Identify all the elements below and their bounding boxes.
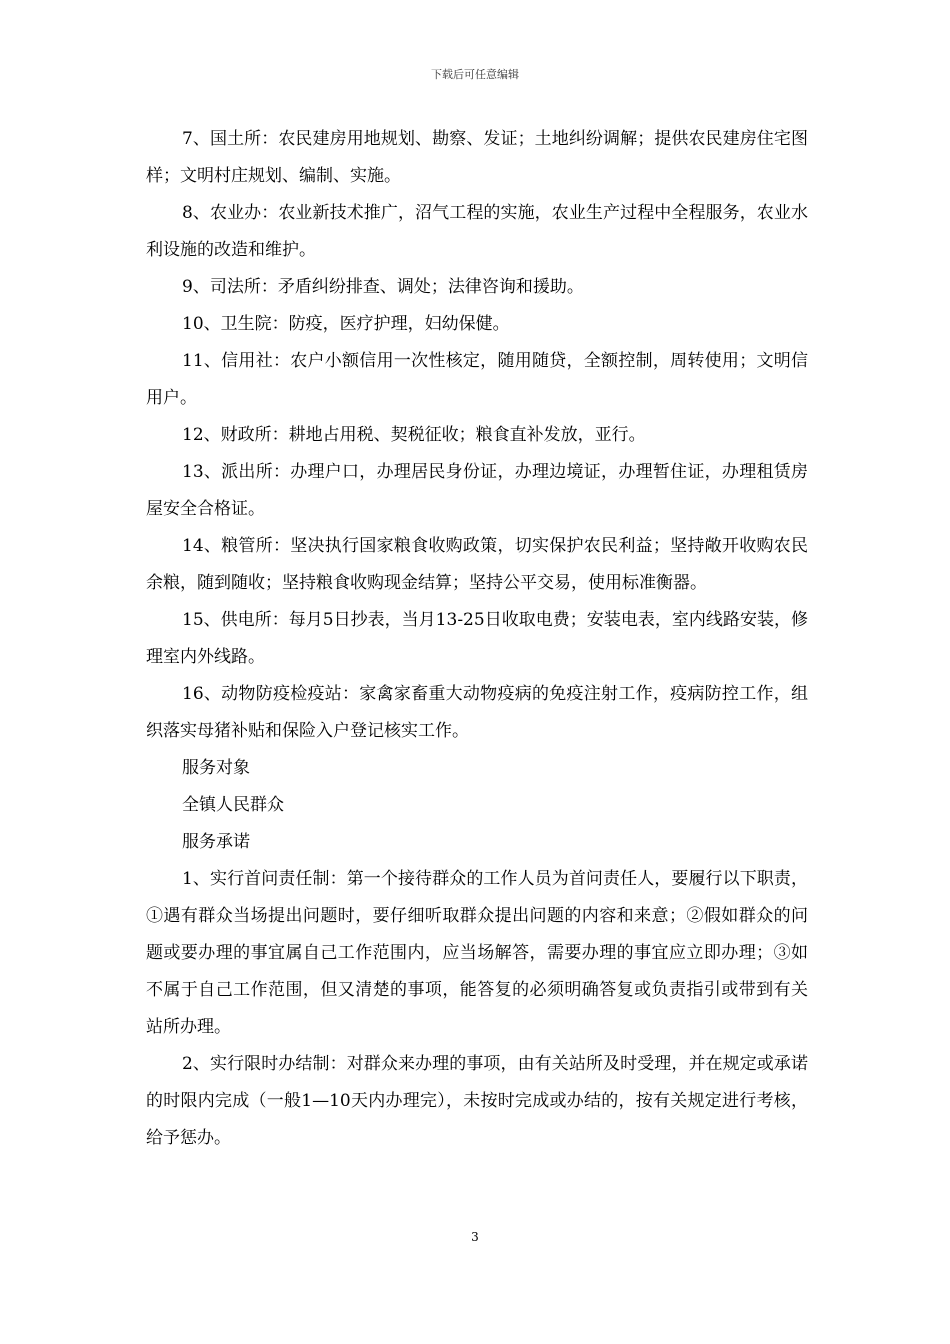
paragraph-14-grain-office: 14、粮管所：坚决执行国家粮食收购政策，切实保护农民利益；坚持敞开收购农民余粮，随到随收；坚持粮食收购现金结算；坚持公平交易，使用标准衡器。 xyxy=(146,536,808,593)
section-heading-service-commitment: 服务承诺 xyxy=(182,832,250,852)
paragraph-7-land-office: 7、国土所：农民建房用地规划、勘察、发证；土地纠纷调解；提供农民建房住宅图样；文明村庄规划、编制、实施。 xyxy=(146,129,808,186)
paragraph-10-health-center: 10、卫生院：防疫，医疗护理，妇幼保健。 xyxy=(182,314,510,334)
commitment-1-first-inquiry: 1、实行首问责任制：第一个接待群众的工作人员为首问责任人，要履行以下职责，①遇有群众当场提出问题时，要仔细听取群众提出问题的内容和来意；②假如群众的问题或要办理的事宜属自己工作范围内，应当场解答，需要办理的事宜应立即办理；③如不属于自己工作范围，但又清楚的事项，能答复的必须明确答复或负责指引或带到有关站所办理。 xyxy=(146,869,808,1037)
paragraph-9-justice-office: 9、司法所：矛盾纠纷排查、调处；法律咨询和援助。 xyxy=(182,277,584,297)
paragraph-16-animal-quarantine: 16、动物防疫检疫站：家禽家畜重大动物疫病的免疫注射工作，疫病防控工作，组织落实母猪补贴和保险入户登记核实工作。 xyxy=(146,684,808,741)
paragraph-11-credit-union: 11、信用社：农户小额信用一次性核定，随用随贷，全额控制，周转使用；文明信用户。 xyxy=(146,351,808,408)
paragraph-15-power-office: 15、供电所：每月5日抄表，当月13-25日收取电费；安装电表，室内线路安装，修理室内外线路。 xyxy=(146,610,808,667)
page-header: 下载后可任意编辑 xyxy=(431,68,519,81)
document-body xyxy=(146,121,808,1157)
commitment-2-time-limit: 2、实行限时办结制：对群众来办理的事项，由有关站所及时受理，并在规定或承诺的时限内完成（一般1—10天内办理完），未按时完成或办结的，按有关规定进行考核，给予惩办。 xyxy=(146,1054,808,1148)
service-target-text: 全镇人民群众 xyxy=(182,795,284,815)
paragraph-12-finance-office: 12、财政所：耕地占用税、契税征收；粮食直补发放，亚行。 xyxy=(182,425,646,445)
paragraph-13-police-station: 13、派出所：办理户口，办理居民身份证，办理边境证，办理暂住证，办理租赁房屋安全合格证。 xyxy=(146,462,808,519)
section-heading-service-target: 服务对象 xyxy=(182,758,250,778)
paragraph-8-agriculture-office: 8、农业办：农业新技术推广，沼气工程的实施，农业生产过程中全程服务，农业水利设施的改造和维护。 xyxy=(146,203,808,260)
page-number: 3 xyxy=(471,1230,479,1244)
